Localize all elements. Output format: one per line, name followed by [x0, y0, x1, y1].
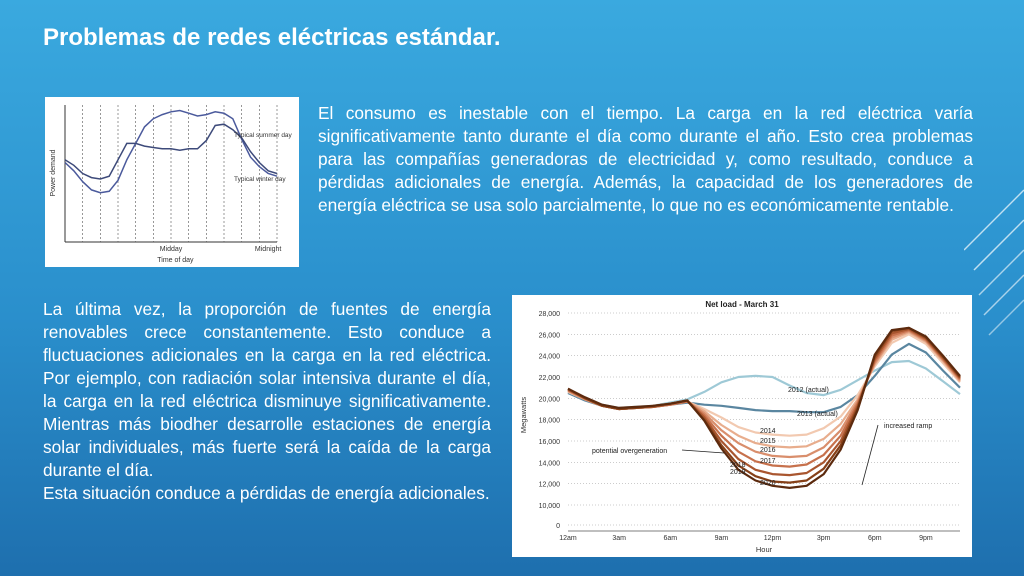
series-label-2020: 2020	[760, 480, 776, 487]
x-tick-label: 12pm	[763, 535, 782, 542]
series-label-2014: 2014	[760, 428, 776, 435]
y-tick-label: 0	[556, 523, 560, 530]
x-tick-label: 12am	[559, 535, 577, 542]
power-demand-chart	[45, 97, 299, 267]
y-tick-label: 18,000	[538, 417, 560, 425]
annotation-increased-ramp: increased ramp	[884, 423, 933, 430]
series-label-2018: 2018	[730, 462, 746, 469]
series-label-2013: 2013 (actual)	[797, 411, 838, 418]
paragraph-consumption: El consumo es inestable con el tiempo. La carga en la red eléctrica varía significativamente tanto durante el día como durante el año. Esto crea problemas para las compañías generadoras de electricidad y, como resultado, conduce a pérdidas adicionales de energía. Además, la capacidad de los generadores de energía eléctrica se usa solo parcialmente, lo que no es económicamente rentable.	[318, 103, 973, 215]
y-tick-label: 12,000	[538, 481, 560, 489]
series-line-2012	[568, 361, 960, 408]
decorative-lines	[964, 180, 1024, 380]
paragraph-losses: Esta situación conduce a pérdidas de energía adicionales.	[43, 483, 490, 503]
y-tick-label: 28,000	[538, 311, 560, 318]
legend-winter: Typical winter day	[234, 176, 286, 183]
y-tick-label: 14,000	[538, 460, 560, 468]
x-tick-label: Midday	[159, 246, 183, 253]
chart-title: Net load - March 31	[705, 300, 779, 309]
series-label-2012: 2012 (actual)	[788, 387, 829, 394]
slide-title: Problemas de redes eléctricas estándar.	[43, 24, 501, 51]
net-load-chart	[512, 295, 972, 557]
annotation-overgeneration: potential overgeneration	[592, 448, 668, 455]
paragraph-renewables: La última vez, la proporción de fuentes de energía renovables crece constantemente. Esto conduce a fluctuaciones adicionales en la carga en la red eléctrica. Por ejemplo, con radiación solar intensiva durante el día, la carga en la red eléctrica disminuye significativamente. Mientras más biodher desarrolle estaciones de energía solar individuales, más fuerte será la caída de la carga durante el día.	[43, 299, 491, 480]
series-label-2015: 2015	[760, 438, 776, 445]
series-label-2017: 2017	[760, 458, 776, 465]
series-label-2019: 2019	[730, 469, 746, 476]
y-tick-label: 16,000	[538, 439, 560, 446]
x-tick-label: 6am	[663, 535, 678, 542]
legend-summer: Typical summer day	[234, 132, 292, 139]
y-tick-label: 24,000	[538, 353, 560, 361]
annotation-pointer	[682, 450, 724, 453]
y-tick-label: 22,000	[538, 375, 560, 382]
y-axis-label: Megawatts	[519, 396, 528, 434]
x-tick-label: 9pm	[919, 535, 933, 542]
y-axis-label: Power demand	[50, 149, 57, 197]
y-tick-label: 26,000	[538, 332, 560, 340]
x-tick-label: 9am	[714, 535, 729, 542]
x-tick-label: 3pm	[816, 535, 831, 542]
x-axis-label: Hour	[755, 545, 773, 554]
x-axis-label: Time of day	[157, 257, 194, 264]
y-tick-label: 10,000	[538, 503, 560, 510]
x-tick-label: 6pm	[867, 535, 882, 542]
annotation-arrow	[862, 425, 878, 485]
x-tick-label: Midnight	[254, 246, 282, 253]
y-tick-label: 20,000	[538, 396, 560, 404]
x-tick-label: 3am	[612, 535, 626, 542]
series-line-2013	[568, 344, 960, 412]
series-label-2016: 2016	[760, 447, 776, 454]
